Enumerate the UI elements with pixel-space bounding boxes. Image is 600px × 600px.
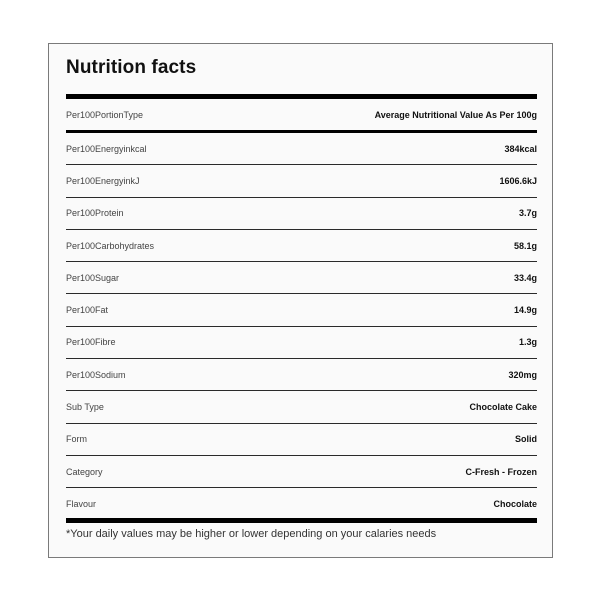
row-label: Per100Sodium [66, 369, 126, 380]
nutrition-table [66, 133, 537, 521]
nutrition-row [66, 456, 537, 488]
portion-type-value: Average Nutritional Value As Per 100g [374, 109, 537, 120]
row-value: Chocolate Cake [469, 402, 537, 413]
row-label: Flavour [66, 499, 97, 510]
row-value: Chocolate [493, 499, 537, 510]
nutrition-row [66, 230, 537, 262]
row-value: Solid [515, 434, 537, 445]
portion-type-row [66, 99, 537, 130]
row-label: Per100Sugar [66, 272, 120, 283]
row-label: Per100Energyinkcal [66, 143, 147, 154]
bottom-divider [66, 518, 537, 523]
row-label: Form [66, 434, 87, 445]
row-label: Per100Fat [66, 305, 109, 316]
row-value: 14.9g [513, 305, 537, 316]
nutrition-row [66, 165, 537, 197]
panel-title: Nutrition facts [66, 57, 197, 78]
row-value: 384kcal [504, 143, 537, 154]
nutrition-row [66, 391, 537, 423]
row-value: 1.3g [518, 337, 537, 348]
nutrition-row [66, 488, 537, 520]
row-label: Per100EnergyinkJ [66, 175, 140, 186]
row-label: Sub Type [66, 402, 104, 413]
daily-values-footnote: *Your daily values may be higher or lower depending on your calaries needs [66, 528, 437, 540]
row-label: Per100Carbohydrates [66, 240, 155, 251]
nutrition-row [66, 198, 537, 230]
row-value: 58.1g [513, 240, 537, 251]
row-label: Category [66, 466, 103, 477]
row-label: Per100Fibre [66, 337, 116, 348]
nutrition-facts-panel [48, 43, 553, 558]
nutrition-row [66, 133, 537, 165]
portion-type-label: Per100PortionType [66, 109, 144, 120]
nutrition-row [66, 294, 537, 326]
nutrition-row [66, 327, 537, 359]
row-label: Per100Protein [66, 208, 124, 219]
row-value: 33.4g [513, 272, 537, 283]
row-value: C-Fresh - Frozen [465, 466, 537, 477]
row-value: 1606.6kJ [499, 175, 537, 186]
nutrition-row [66, 359, 537, 391]
nutrition-row [66, 262, 537, 294]
nutrition-row [66, 424, 537, 456]
row-value: 320mg [508, 369, 537, 380]
row-value: 3.7g [518, 208, 537, 219]
